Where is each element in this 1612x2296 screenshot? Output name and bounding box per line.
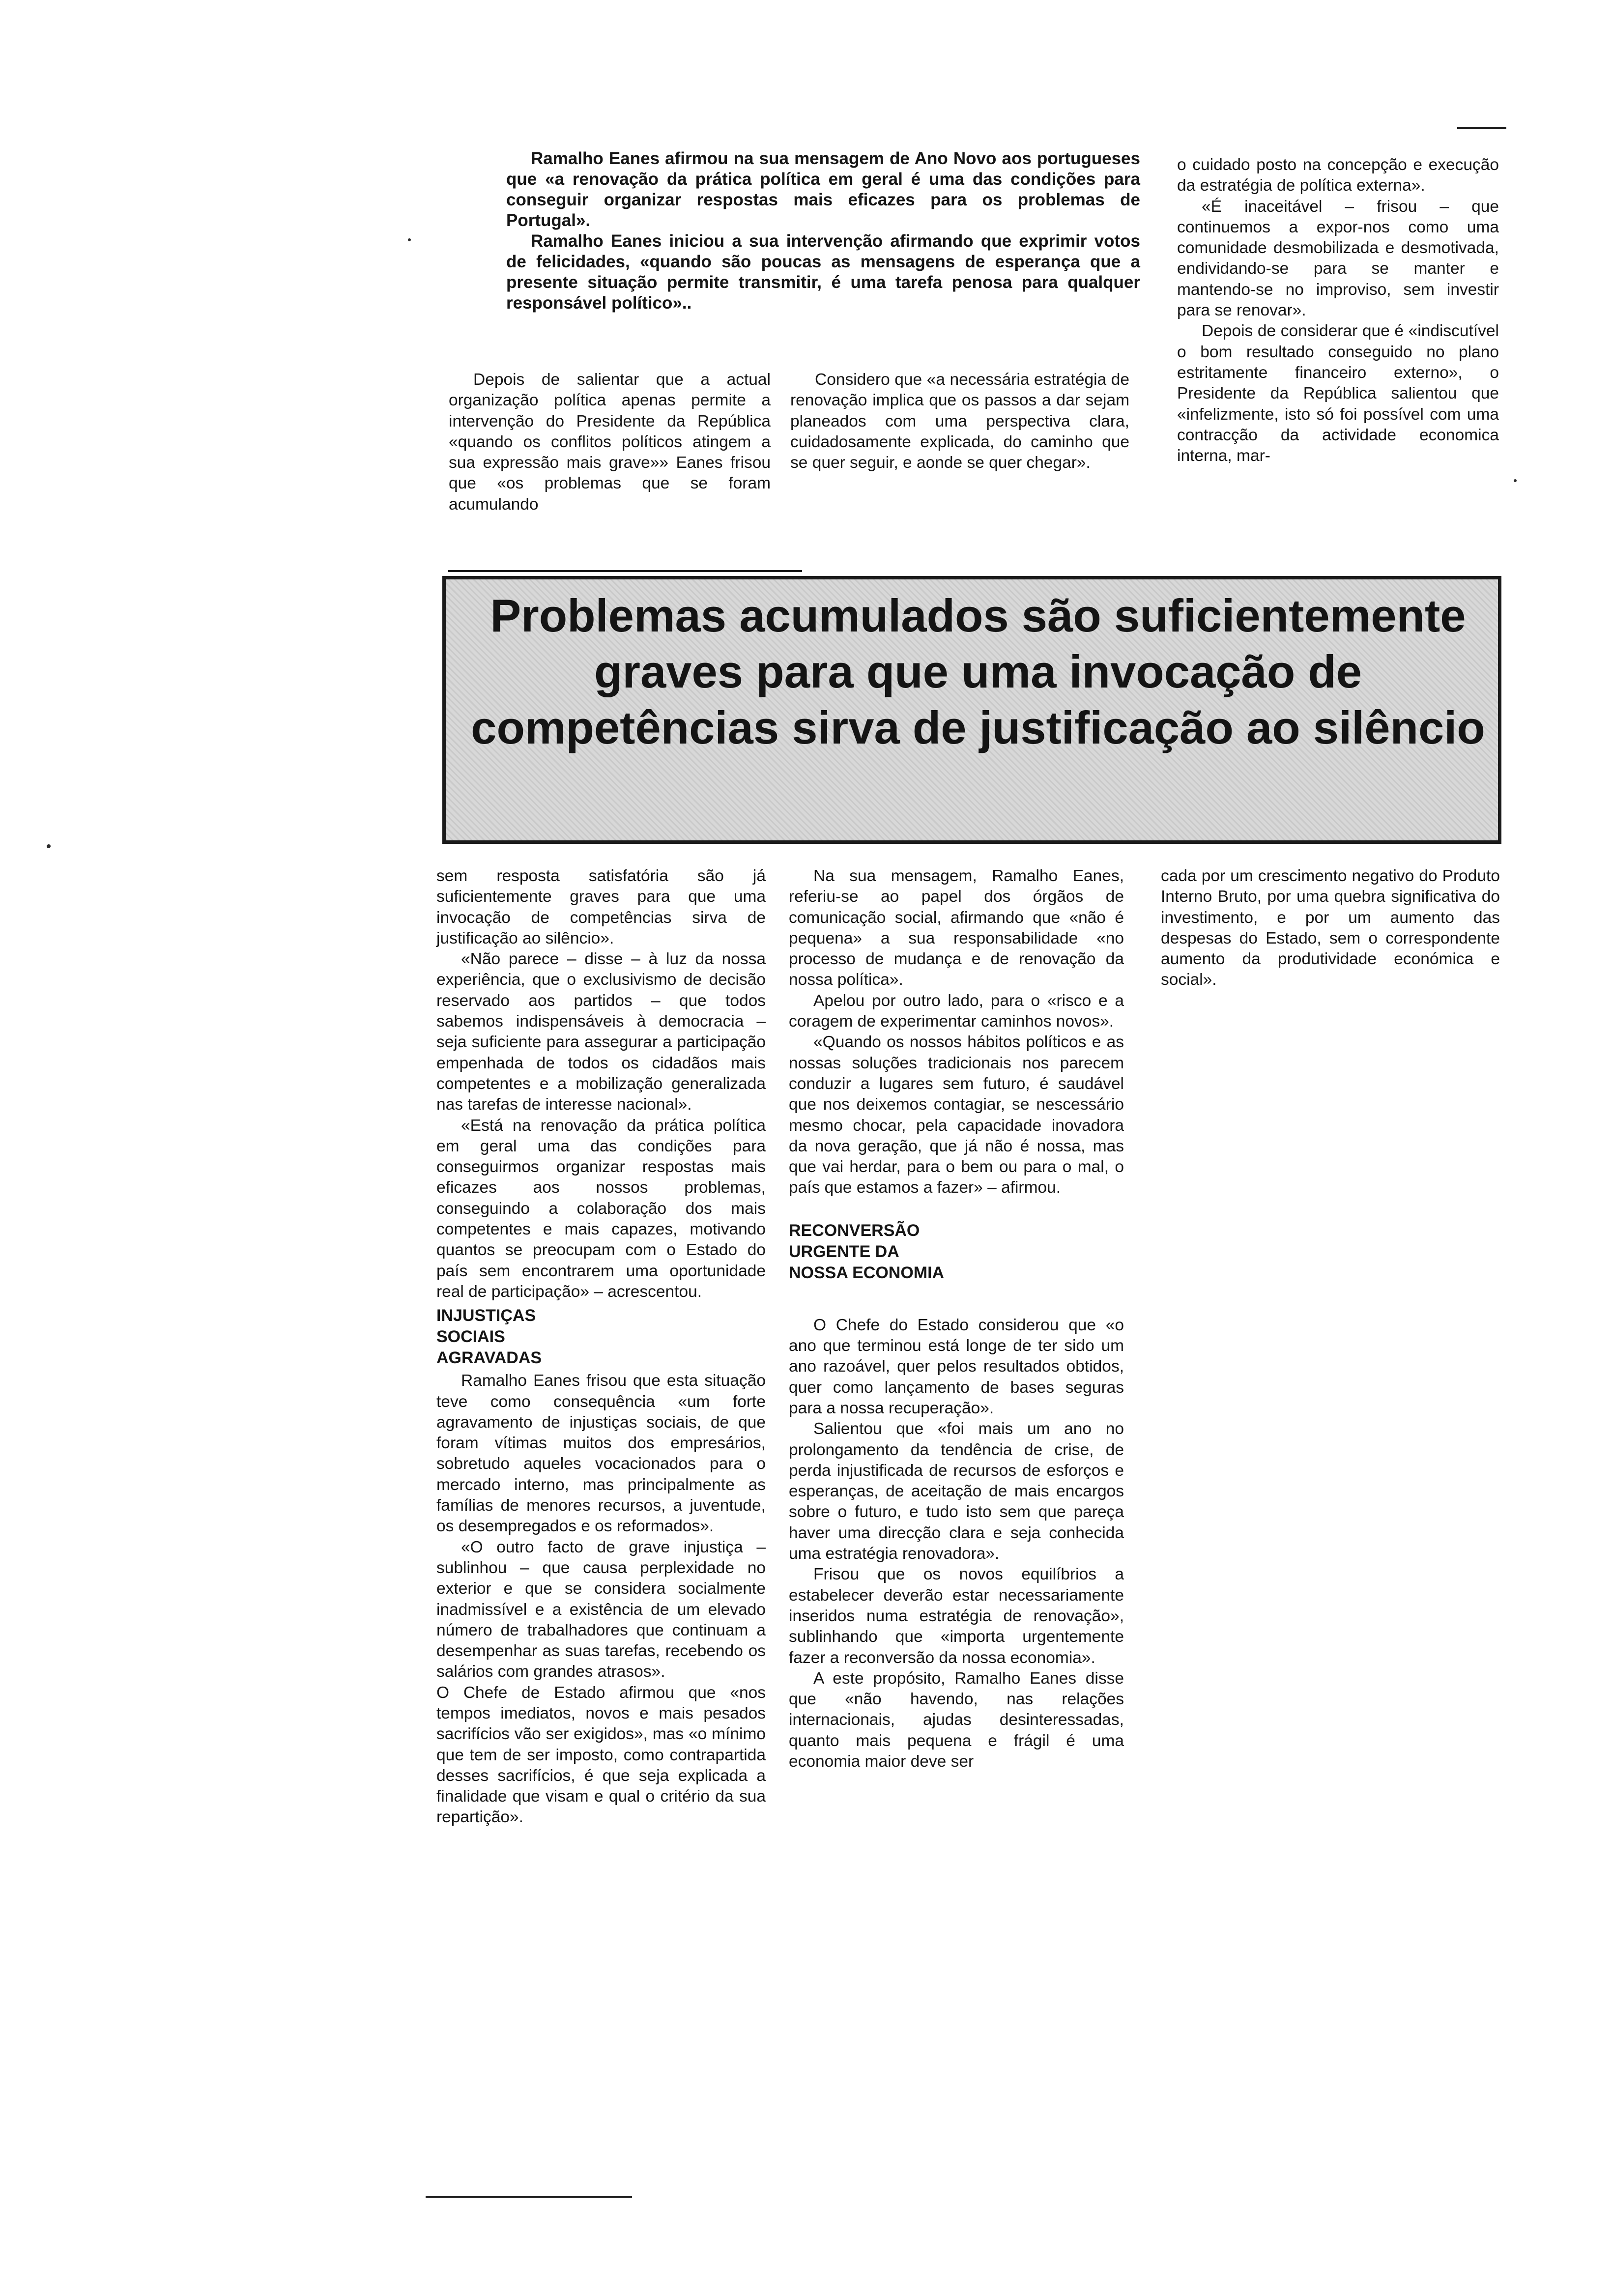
top-col3-paragraph-2: «É inaceitável – frisou – que continuemos a expor-nos como uma comunidade desmobilizada e desmotivada, endividando-se para se manter e mantendo-se no improviso, sem investir para se renovar». <box>1177 197 1499 320</box>
col1-subheading: INJUSTIÇAS SOCIAIS AGRAVADAS <box>436 1306 542 1368</box>
col2-paragraph-7: A este propósito, Ramalho Eanes disse que «não havendo, nas relações internacionais, ajudas desinteressadas, quanto mais pequena e frágil é uma economia maior deve ser <box>789 1669 1124 1771</box>
col1-paragraph-6: O Chefe de Estado afirmou que «nos tempos imediatos, novos e mais pesados sacrifícios vão ser exigidos», mas «o mínimo que tem de ser imposto, como contrapartida desses sacrifícios, é que seja explicada a finalidade que visam e qual o critério da sua repartição». <box>436 1683 766 1827</box>
lede-block <box>506 148 1140 314</box>
col1-paragraph-2: «Não parece – disse – à luz da nossa experiência, que o exclusivismo de decisão reservado aos partidos – que todos sabemos indispensáveis à democracia – seja suficiente para assegurar a participação empenhada de todos os cidadãos mais competentes e a mobilização generalizada nas tarefas de interesse nacional». <box>436 950 766 1114</box>
scan-speck <box>408 238 411 241</box>
col2-paragraph-6: Frisou que os novos equilíbrios a estabelecer deverão estar necessariamente inseridos numa estratégia de renovação», sublinhando que «importa urgentemente fazer a reconversão da nossa economia». <box>789 1565 1124 1667</box>
bottom-rule <box>426 2196 632 2198</box>
top-right-rule <box>1457 127 1506 129</box>
top-column-1 <box>449 370 771 515</box>
scan-speck <box>1514 479 1517 482</box>
col1-paragraph-1: sem resposta satisfatória são já suficientemente graves para que uma invocação de competências sirva de justificação ao silêncio». <box>436 867 766 947</box>
col1-paragraph-3: «Está na renovação da prática política em geral uma das condições para conseguirmos organizar respostas mais eficazes aos nossos problemas, conseguindo a colaboração dos mais competentes e mais capazes, motivando quantos se preocupam com o Estado do país sem encontrarem uma oportunidade real de participação» – acrescentou. <box>436 1116 766 1301</box>
top-column-3 <box>1177 155 1499 466</box>
col3-paragraph-1: cada por um crescimento negativo do Produto Interno Bruto, por uma quebra significativa do investimento, e por um aumento das despesas do Estado, sem o correspondente aumento da produtividade económica e social». <box>1161 867 1500 989</box>
col1-paragraph-5: «O outro facto de grave injustiça – sublinhou – que causa perplexidade no exterior e que se considera socialmente inadmissível e a existência de um elevado número de trabalhadores que continuam a desempenhar as suas tarefas, recebendo os salários com grandes atrasos». <box>436 1538 766 1681</box>
top-col1-paragraph: Depois de salientar que a actual organização política apenas permite a intervenção do Presidente da República «quando os conflitos políticos atingem a sua expressão mais grave»» Eanes frisou que «os problemas que se foram acumulando <box>449 371 771 514</box>
column-1 <box>436 866 766 1828</box>
col2-paragraph-3: «Quando os nossos hábitos políticos e as nossas soluções tradicionais nos parecem conduzir a lugares sem futuro, é saudável que nos deixemos contagiar, se nescessário mesmo chocar, pela capacidade inovadora da nova geração, que já não é nossa, mas que vai herdar, para o bem ou para o mal, o país que estamos a fazer» – afirmou. <box>789 1033 1124 1197</box>
banner-headline: Problemas acumulados são suficientemente graves para que uma invocação de competências sirva de justificação ao silêncio <box>471 590 1485 753</box>
col2-paragraph-4: O Chefe do Estado considerou que «o ano que terminou está longe de ter sido um ano razoável, quer pelos resultados obtidos, quer como lançamento de bases seguras para a nossa recuperação». <box>789 1316 1124 1417</box>
col1-paragraph-4: Ramalho Eanes frisou que esta situação teve como consequência «um forte agravamento de injustiças sociais, de que foram vítimas muitos dos empresários, sobretudo aqueles vocacionados para o mercado interno, mas principalmente as famílias de menores recursos, a juventude, os desempregados e os reformados». <box>436 1372 766 1536</box>
top-column-2 <box>790 370 1129 473</box>
column-3 <box>1161 866 1500 991</box>
top-col3-paragraph-3: Depois de considerar que é «indiscutível o bom resultado conseguido no plano estritamente financeiro externo», o Presidente da República salientou que «infelizmente, isto só foi possível com uma contracção da actividade economica interna, mar- <box>1177 322 1499 465</box>
col2-paragraph-2: Apelou por outro lado, para o «risco e a coragem de experimentar caminhos novos». <box>789 991 1124 1031</box>
banner-top-rule <box>448 570 802 572</box>
col2-paragraph-1: Na sua mensagem, Ramalho Eanes, referiu-se ao papel dos órgãos de comunicação social, afirmando que «não é pequena» a sua responsabilidade «no processo de mudança e de renovação da nossa política». <box>789 867 1124 989</box>
col2-paragraph-5: Salientou que «foi mais um ano no prolongamento da tendência de crise, de perda injustificada de recursos de esforços e esperanças, de aceitação de mais encargos sobre o futuro, e tudo isto sem que pareça haver uma direcção clara e seja conhecida uma estratégia renovadora». <box>789 1420 1124 1563</box>
col2-subheading: RECONVERSÃO URGENTE DA NOSSA ECONOMIA <box>789 1221 945 1282</box>
lede-paragraph-1: Ramalho Eanes afirmou na sua mensagem de Ano Novo aos portugueses que «a renovação da prática política em geral é uma das condições para conseguir organizar respostas mais eficazes para os problemas de Portugal». <box>506 149 1140 230</box>
top-col3-paragraph-1: o cuidado posto na concepção e execução da estratégia de política externa». <box>1177 156 1499 195</box>
column-2 <box>789 866 1124 1772</box>
top-col2-paragraph: Considero que «a necessária estratégia de renovação implica que os passos a dar sejam planeados com uma perspectiva clara, cuidadosamente explicada, do caminho que se quer seguir, e aonde se quer chegar». <box>790 371 1129 472</box>
scan-speck <box>47 844 51 848</box>
lede-paragraph-2: Ramalho Eanes iniciou a sua intervenção afirmando que exprimir votos de felicidades, «quando são poucas as mensagens de esperança que a presente situação permite transmitir, é uma tarefa penosa para qualquer responsável político».. <box>506 231 1140 313</box>
